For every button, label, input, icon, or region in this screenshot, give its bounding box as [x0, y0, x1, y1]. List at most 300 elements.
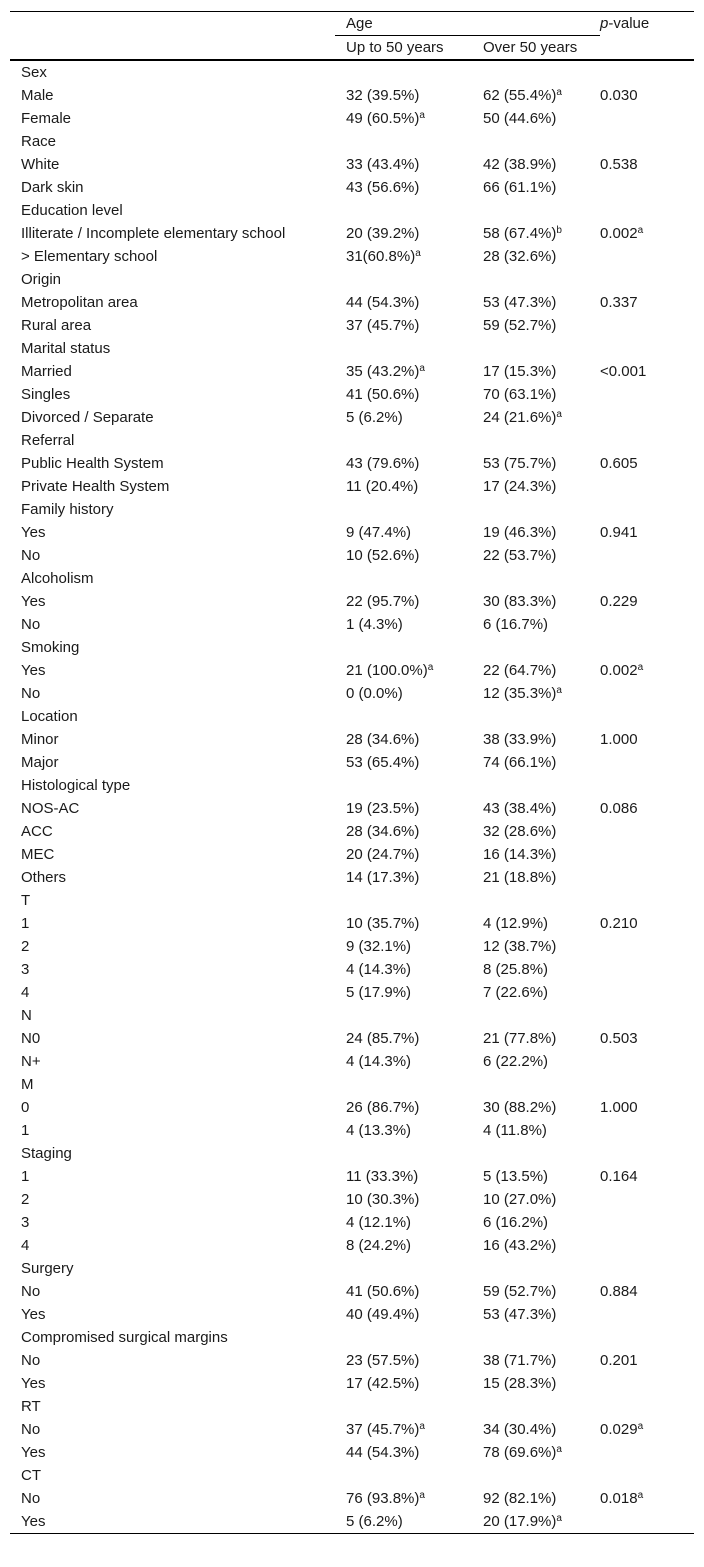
table-row: [10, 728, 694, 751]
cell-over50: [472, 1349, 600, 1372]
cell-pvalue-empty: [600, 544, 694, 567]
table-row: [10, 682, 694, 705]
cell-pvalue: [600, 452, 694, 475]
footnote-marker: a: [637, 1490, 644, 1501]
table-row: [10, 222, 694, 245]
cell-pvalue: [600, 521, 694, 544]
cell-under50-value: 5 (17.9%): [346, 984, 412, 1001]
cell-pvalue: [600, 153, 694, 176]
row-label: 2: [21, 938, 30, 955]
age-header: [335, 12, 600, 36]
cell-pvalue-empty: [600, 820, 694, 843]
section-title: Race: [21, 133, 57, 150]
cell-pvalue-empty: [600, 1510, 694, 1534]
cell-under50: [335, 475, 472, 498]
row-label: No: [21, 685, 41, 702]
cell-over50: [472, 1211, 600, 1234]
cell-over50: [472, 84, 600, 107]
section-row: [10, 1326, 694, 1349]
cell-pvalue: [600, 84, 694, 107]
cell-under50: [335, 981, 472, 1004]
cell-pvalue-empty: [600, 1188, 694, 1211]
cell-pvalue: [600, 360, 694, 383]
row-label: Metropolitan area: [21, 294, 138, 311]
cell-under50: [335, 153, 472, 176]
table-row: [10, 153, 694, 176]
cell-over50-value: 8 (25.8%): [483, 961, 549, 978]
table-row: [10, 1303, 694, 1326]
cell-pvalue-value: 1.000: [600, 731, 638, 748]
cell-over50-value: 17 (15.3%): [483, 363, 557, 380]
cell-under50-value: 0 (0.0%): [346, 685, 403, 702]
section-title: Sex: [21, 64, 47, 81]
cell-pvalue: [600, 912, 694, 935]
cell-over50: [472, 797, 600, 820]
cell-under50-value: 44 (54.3%): [346, 294, 420, 311]
cell-under50: [335, 1211, 472, 1234]
cell-over50-value: 92 (82.1%): [483, 1490, 557, 1507]
table-row: [10, 1349, 694, 1372]
section-row: [10, 1395, 694, 1418]
cell-pvalue-empty: [600, 1119, 694, 1142]
cell-under50: [335, 1487, 472, 1510]
cell-pvalue-empty: [600, 1211, 694, 1234]
cell-pvalue-empty: [600, 958, 694, 981]
section-title: Surgery: [21, 1260, 74, 1277]
cell-over50-value: 10 (27.0%): [483, 1191, 557, 1208]
section-title: Family history: [21, 501, 114, 518]
cell-over50: [472, 360, 600, 383]
cell-under50-value: 22 (95.7%): [346, 593, 420, 610]
cell-under50-value: 28 (34.6%): [346, 731, 420, 748]
cell-pvalue-empty: [600, 314, 694, 337]
cell-under50-value: 1 (4.3%): [346, 616, 403, 633]
col-under50-header: Up to 50 years: [335, 36, 472, 61]
row-label: No: [21, 547, 41, 564]
data-table: [10, 11, 694, 1534]
cell-pvalue-empty: [600, 866, 694, 889]
cell-over50-value: 19 (46.3%): [483, 524, 557, 541]
cell-over50-value: 43 (38.4%): [483, 800, 557, 817]
cell-over50-value: 16 (43.2%): [483, 1237, 557, 1254]
table-row: [10, 1487, 694, 1510]
cell-under50: [335, 176, 472, 199]
header-row-1: [10, 12, 694, 36]
cell-under50-value: 33 (43.4%): [346, 156, 420, 173]
section-row: [10, 337, 694, 360]
cell-under50-value: 41 (50.6%): [346, 386, 420, 403]
cell-under50-value: 31(60.8%): [346, 248, 416, 265]
row-label: Others: [21, 869, 67, 886]
section-row: [10, 199, 694, 222]
cell-pvalue-empty: [600, 751, 694, 774]
cell-over50-value: 16 (14.3%): [483, 846, 557, 863]
cell-under50: [335, 521, 472, 544]
cell-under50: [335, 291, 472, 314]
section-title: Marital status: [21, 340, 111, 357]
cell-under50: [335, 1280, 472, 1303]
footnote-marker: a: [556, 87, 562, 98]
row-label: Married: [21, 363, 72, 380]
table-body: [10, 60, 694, 1534]
cell-over50: [472, 1096, 600, 1119]
row-label: > Elementary school: [21, 248, 158, 265]
cell-over50: [472, 406, 600, 429]
cell-pvalue-empty: [600, 935, 694, 958]
footnote-marker: a: [419, 110, 425, 121]
cell-pvalue-value: 0.030: [600, 87, 638, 104]
header-empty-cell: [10, 36, 335, 61]
cell-pvalue-value: 0.086: [600, 800, 638, 817]
cell-over50-value: 42 (38.9%): [483, 156, 557, 173]
cell-under50: [335, 682, 472, 705]
cell-under50: [335, 1119, 472, 1142]
row-label: No: [21, 1283, 41, 1300]
row-label: Illiterate / Incomplete elementary school: [21, 225, 286, 242]
age-label: Age: [346, 15, 373, 32]
cell-pvalue: [600, 1418, 694, 1441]
cell-over50-value: 38 (71.7%): [483, 1352, 557, 1369]
cell-over50-value: 22 (64.7%): [483, 662, 557, 679]
row-label: NOS-AC: [21, 800, 80, 817]
table-row: [10, 1441, 694, 1464]
cell-under50-value: 43 (79.6%): [346, 455, 420, 472]
cell-over50-value: 74 (66.1%): [483, 754, 557, 771]
cell-pvalue-empty: [600, 1372, 694, 1395]
cell-over50-value: 4 (11.8%): [483, 1122, 547, 1139]
cell-over50: [472, 1441, 600, 1464]
cell-over50-value: 59 (52.7%): [483, 1283, 557, 1300]
cell-over50: [472, 521, 600, 544]
row-label: Yes: [21, 1444, 46, 1461]
cell-over50: [472, 613, 600, 636]
cell-over50-value: 4 (12.9%): [483, 915, 549, 932]
cell-over50: [472, 1234, 600, 1257]
cell-over50: [472, 222, 600, 245]
row-label: Divorced / Separate: [21, 409, 154, 426]
cell-over50: [472, 1188, 600, 1211]
cell-under50: [335, 935, 472, 958]
cell-over50: [472, 659, 600, 682]
cell-under50-value: 4 (12.1%): [346, 1214, 412, 1231]
table-row: [10, 843, 694, 866]
cell-over50-value: 53 (47.3%): [483, 294, 557, 311]
cell-over50: [472, 1165, 600, 1188]
table-row: [10, 1510, 694, 1534]
cell-under50-value: 35 (43.2%): [346, 363, 420, 380]
cell-over50: [472, 245, 600, 268]
cell-over50: [472, 153, 600, 176]
cell-over50: [472, 912, 600, 935]
footnote-marker: a: [637, 1421, 644, 1432]
section-row: [10, 429, 694, 452]
table-row: [10, 958, 694, 981]
cell-over50: [472, 682, 600, 705]
row-label: Public Health System: [21, 455, 164, 472]
cell-under50-value: 11 (33.3%): [346, 1168, 419, 1185]
section-row: [10, 60, 694, 84]
cell-over50-value: 58 (67.4%): [483, 225, 557, 242]
cell-pvalue: [600, 1487, 694, 1510]
section-title: Compromised surgical margins: [21, 1329, 228, 1346]
table-row: [10, 1050, 694, 1073]
section-row: [10, 1142, 694, 1165]
cell-under50-value: 37 (45.7%): [346, 317, 420, 334]
row-label: N0: [21, 1030, 41, 1047]
cell-pvalue-value: 1.000: [600, 1099, 638, 1116]
cell-pvalue-value: 0.884: [600, 1283, 638, 1300]
cell-pvalue-value: 0.164: [600, 1168, 638, 1185]
row-label: No: [21, 1352, 41, 1369]
section-row: [10, 1004, 694, 1027]
cell-over50: [472, 728, 600, 751]
cell-pvalue-value: 0.337: [600, 294, 638, 311]
table-row: [10, 1027, 694, 1050]
cell-over50-value: 38 (33.9%): [483, 731, 557, 748]
row-label: MEC: [21, 846, 55, 863]
cell-under50: [335, 84, 472, 107]
cell-under50-value: 20 (24.7%): [346, 846, 420, 863]
section-title: RT: [21, 1398, 41, 1415]
table-row: [10, 1234, 694, 1257]
row-label: Rural area: [21, 317, 92, 334]
cell-under50: [335, 1165, 472, 1188]
table-row: [10, 475, 694, 498]
cell-pvalue-empty: [600, 107, 694, 130]
table-row: [10, 314, 694, 337]
footnote-marker: a: [415, 248, 421, 259]
cell-under50-value: 9 (32.1%): [346, 938, 412, 955]
cell-under50: [335, 383, 472, 406]
section-title: Alcoholism: [21, 570, 94, 587]
section-title: T: [21, 892, 31, 909]
section-row: [10, 1257, 694, 1280]
table-row: [10, 1280, 694, 1303]
cell-pvalue-value: 0.002: [600, 225, 638, 242]
cell-under50-value: 5 (6.2%): [346, 1513, 403, 1530]
section-title: M: [21, 1076, 34, 1093]
cell-over50-value: 70 (63.1%): [483, 386, 557, 403]
table-row: [10, 935, 694, 958]
cell-over50: [472, 866, 600, 889]
table-row: [10, 613, 694, 636]
section-row: [10, 268, 694, 291]
cell-under50-value: 28 (34.6%): [346, 823, 420, 840]
section-title: Location: [21, 708, 78, 725]
table-row: [10, 406, 694, 429]
section-title: Staging: [21, 1145, 72, 1162]
cell-under50-value: 19 (23.5%): [346, 800, 420, 817]
cell-under50: [335, 751, 472, 774]
cell-pvalue-empty: [600, 406, 694, 429]
cell-pvalue-empty: [600, 682, 694, 705]
table-row: [10, 1188, 694, 1211]
row-label: Male: [21, 87, 54, 104]
cell-over50-value: 5 (13.5%): [483, 1168, 549, 1185]
row-label: White: [21, 156, 60, 173]
row-label: Singles: [21, 386, 71, 403]
cell-pvalue-empty: [600, 245, 694, 268]
cell-over50: [472, 1487, 600, 1510]
row-label: 1: [21, 1168, 30, 1185]
table-row: [10, 521, 694, 544]
cell-under50-value: 20 (39.2%): [346, 225, 420, 242]
table-header: [10, 12, 694, 61]
cell-pvalue-empty: [600, 1234, 694, 1257]
table-row: [10, 1418, 694, 1441]
cell-under50: [335, 797, 472, 820]
table-row: [10, 107, 694, 130]
row-label: Yes: [21, 524, 46, 541]
row-label: Major: [21, 754, 59, 771]
cell-over50: [472, 590, 600, 613]
cell-pvalue-value: 0.941: [600, 524, 638, 541]
cell-over50: [472, 1372, 600, 1395]
table-row: [10, 291, 694, 314]
cell-over50: [472, 475, 600, 498]
footnote-marker: a: [419, 1421, 425, 1432]
cell-under50: [335, 245, 472, 268]
cell-over50-value: 12 (35.3%): [483, 685, 557, 702]
cell-under50: [335, 360, 472, 383]
table-row: [10, 912, 694, 935]
pvalue-rest: -value: [608, 15, 650, 33]
row-label: Yes: [21, 593, 46, 610]
cell-over50: [472, 1027, 600, 1050]
cell-pvalue: [600, 659, 694, 682]
row-label: No: [21, 616, 41, 633]
cell-over50-value: 22 (53.7%): [483, 547, 557, 564]
cell-over50: [472, 751, 600, 774]
cell-over50: [472, 935, 600, 958]
cell-under50-value: 4 (14.3%): [346, 1053, 412, 1070]
cell-under50: [335, 958, 472, 981]
section-row: [10, 636, 694, 659]
cell-under50-value: 49 (60.5%): [346, 110, 420, 127]
row-label: Yes: [21, 662, 46, 679]
cell-over50-value: 21 (18.8%): [483, 869, 557, 886]
row-label: Private Health System: [21, 478, 170, 495]
header-row-2: [10, 36, 694, 61]
table-row: [10, 797, 694, 820]
cell-pvalue-empty: [600, 176, 694, 199]
cell-pvalue: [600, 797, 694, 820]
footnote-marker: a: [556, 1444, 562, 1455]
cell-pvalue-value: 0.229: [600, 593, 638, 610]
cell-over50-value: 30 (88.2%): [483, 1099, 557, 1116]
cell-over50-value: 30 (83.3%): [483, 593, 557, 610]
cell-pvalue-empty: [600, 1303, 694, 1326]
footnote-marker: a: [556, 685, 562, 696]
footnote-marker: a: [427, 662, 434, 673]
cell-under50: [335, 912, 472, 935]
cell-pvalue: [600, 222, 694, 245]
table-row: [10, 84, 694, 107]
row-label: Dark skin: [21, 179, 84, 196]
table-row: [10, 1119, 694, 1142]
cell-pvalue: [600, 1096, 694, 1119]
cell-over50-value: 78 (69.6%): [483, 1444, 557, 1461]
row-label: 3: [21, 1214, 30, 1231]
row-label: Minor: [21, 731, 59, 748]
row-label: No: [21, 1490, 41, 1507]
cell-over50-value: 53 (47.3%): [483, 1306, 557, 1323]
cell-over50-value: 28 (32.6%): [483, 248, 557, 265]
cell-pvalue: [600, 291, 694, 314]
cell-over50: [472, 107, 600, 130]
cell-under50: [335, 107, 472, 130]
table-row: [10, 590, 694, 613]
row-label: No: [21, 1421, 41, 1438]
table-row: [10, 659, 694, 682]
cell-over50-value: 24 (21.6%): [483, 409, 557, 426]
cell-under50-value: 24 (85.7%): [346, 1030, 420, 1047]
cell-over50-value: 15 (28.3%): [483, 1375, 557, 1392]
cell-over50-value: 32 (28.6%): [483, 823, 557, 840]
row-label: 4: [21, 1237, 30, 1254]
cell-over50-value: 34 (30.4%): [483, 1421, 557, 1438]
table-row: [10, 1211, 694, 1234]
footnote-marker: a: [419, 363, 425, 374]
cell-under50-value: 14 (17.3%): [346, 869, 420, 886]
cell-over50-value: 12 (38.7%): [483, 938, 557, 955]
cell-under50: [335, 843, 472, 866]
cell-pvalue-value: <0.001: [600, 363, 647, 380]
table-row: [10, 360, 694, 383]
cell-over50-value: 62 (55.4%): [483, 87, 557, 104]
cell-under50-value: 5 (6.2%): [346, 409, 403, 426]
cell-under50: [335, 866, 472, 889]
cell-under50-value: 44 (54.3%): [346, 1444, 420, 1461]
table-row: [10, 245, 694, 268]
cell-under50: [335, 1027, 472, 1050]
cell-under50-value: 10 (30.3%): [346, 1191, 420, 1208]
cell-under50-value: 4 (14.3%): [346, 961, 412, 978]
table-row: [10, 1372, 694, 1395]
cell-pvalue-empty: [600, 475, 694, 498]
row-label: Yes: [10, 1510, 335, 1534]
cell-pvalue-value: 0.002: [600, 662, 638, 679]
cell-over50: [472, 383, 600, 406]
cell-over50: [472, 1050, 600, 1073]
cell-over50: [472, 1510, 600, 1534]
cell-over50: [472, 544, 600, 567]
cell-under50: [335, 820, 472, 843]
cell-over50-value: 50 (44.6%): [483, 110, 557, 127]
cell-under50: [335, 1050, 472, 1073]
table-row: [10, 1165, 694, 1188]
cell-over50: [472, 958, 600, 981]
cell-pvalue-value: 0.538: [600, 156, 638, 173]
row-label: 1: [21, 1122, 30, 1139]
section-row: [10, 130, 694, 153]
section-title: Histological type: [21, 777, 131, 794]
table-row: [10, 1096, 694, 1119]
footnote-marker: a: [556, 1513, 562, 1524]
col-over50-header: Over 50 years: [472, 36, 600, 61]
cell-over50-value: 20 (17.9%): [483, 1513, 557, 1530]
cell-pvalue-empty: [600, 981, 694, 1004]
cell-under50-value: 23 (57.5%): [346, 1352, 420, 1369]
cell-pvalue: [600, 1165, 694, 1188]
cell-under50: [335, 406, 472, 429]
cell-pvalue: [600, 1349, 694, 1372]
cell-over50-value: 21 (77.8%): [483, 1030, 557, 1047]
cell-under50: [335, 1303, 472, 1326]
cell-under50-value: 21 (100.0%): [346, 662, 428, 679]
cell-over50-value: 7 (22.6%): [483, 984, 549, 1001]
cell-under50: [335, 1418, 472, 1441]
